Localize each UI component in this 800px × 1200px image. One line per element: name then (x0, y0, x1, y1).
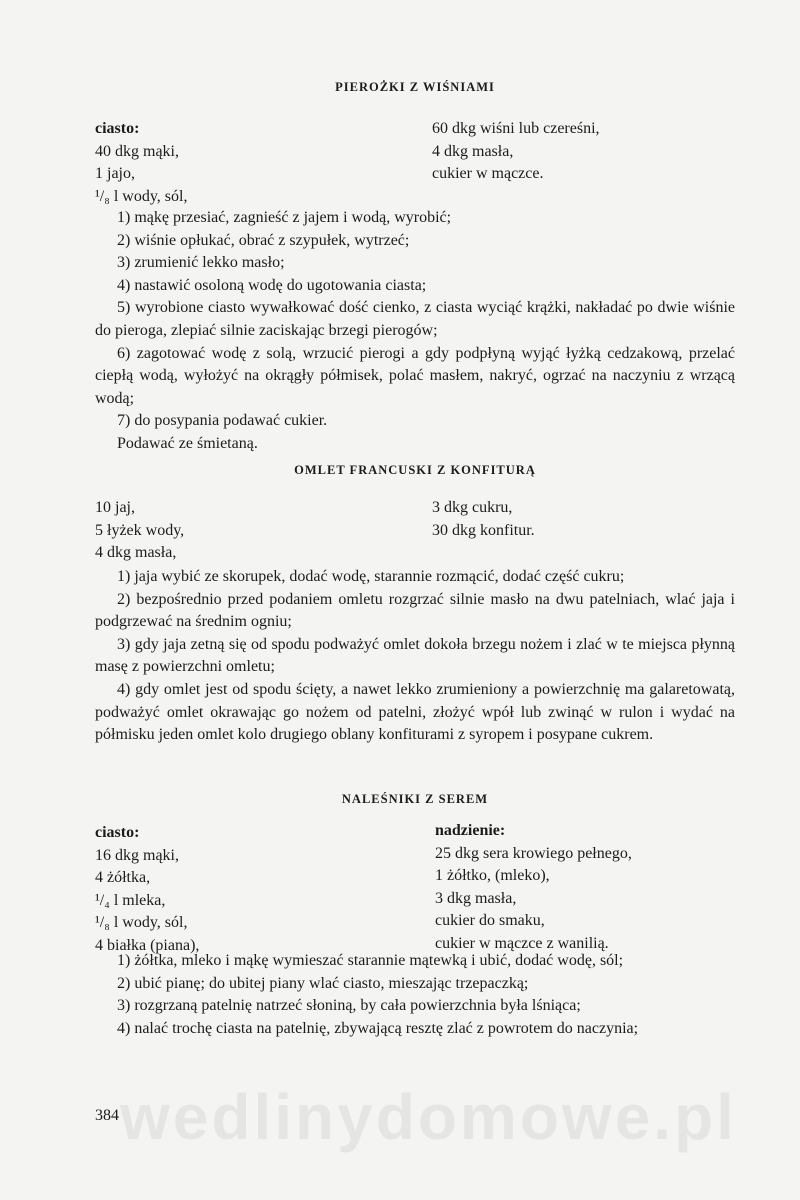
step: 4) nastawić osoloną wodę do ugotowania ciasta; (117, 276, 427, 294)
ingredient: 4 dkg masła, (432, 142, 514, 160)
step: 1) żółtka, mleko i mąkę wymieszać starannie mątewką i ubić, dodać wodę, sól; (117, 952, 624, 969)
step: 3) gdy jaja zetną się od spodu podważyć omlet dokoła brzegu nożem i zlać w te miejsca płynną masę z powierzchni omletu; (95, 635, 735, 676)
ingredient: 1 jajo, (95, 165, 135, 182)
step: 4) gdy omlet jest od spodu ścięty, a nawet lekko zrumieniony a powierzchnię ma galaretowatą, podważyć omlet okrawając go nożem od patelni, złożyć wpół lub zwinąć w rulon i wydać na półmisku jeden omlet kolo drugiego oblany konfiturami z syropem i posypane cukrem. (95, 680, 735, 744)
ingredients-right (432, 497, 535, 542)
ingredient-heading: ciasto: (95, 824, 140, 841)
ingredients-left (95, 822, 199, 957)
recipe-steps (95, 566, 735, 747)
ingredient: ¹/₄ l mleka, (95, 891, 166, 909)
recipe-steps (95, 950, 735, 1040)
ingredient: cukier w mączce z wanilią. (435, 934, 609, 952)
ingredient: 16 dkg mąki, (95, 846, 179, 864)
step: 7) do posypania podawać cukier. (117, 412, 328, 430)
ingredient: 25 dkg sera krowiego pełnego, (435, 844, 632, 862)
step: 1) mąkę przesiać, zagnieść z jajem i wodą, wyrobić; (117, 209, 452, 226)
step: 5) wyrobione ciasto wywałkować dość cienko, z ciasta wyciąć krążki, nakładać po dwie wiśnie do pieroga, zlepiać silnie zaciskając brzegi pierogów; (95, 299, 735, 339)
ingredient: 4 żółtka, (95, 869, 151, 886)
step: 2) wiśnie opłukać, obrać z szypułek, wytrzeć; (117, 231, 410, 249)
ingredients-left (95, 497, 184, 565)
book-page (95, 0, 735, 1200)
page-number: 384 (95, 1107, 119, 1124)
step: Podawać ze śmietaną. (117, 434, 258, 452)
ingredient: 10 jaj, (95, 499, 135, 516)
ingredients-left (95, 118, 187, 208)
recipe-steps (95, 207, 735, 456)
ingredient: ¹/₈ l wody, sól, (95, 187, 188, 205)
ingredient: 4 białka (piana), (95, 936, 200, 954)
ingredient: 40 dkg mąki, (95, 142, 179, 160)
ingredient: 4 dkg masła, (95, 544, 177, 561)
ingredient-heading: ciasto: (95, 120, 140, 137)
ingredient: 30 dkg konfitur. (432, 521, 535, 539)
ingredient: 1 żółtko, (mleko), (435, 867, 550, 884)
step: 2) bezpośrednio przed podaniem omletu rozgrzać silnie masło na dwu patelniach, wlać jaja i podgrzewać na średnim ogniu; (95, 590, 735, 631)
recipe-title: OMLET FRANCUSKI Z KONFITURĄ (294, 463, 536, 477)
step: 4) nalać trochę ciasta na patelnię, zbywającą resztę zlać z powrotem do naczynia; (117, 1019, 639, 1037)
ingredient: 3 dkg masła, (435, 889, 517, 907)
watermark: wedlinydomowe.pl (120, 1081, 737, 1153)
ingredients-right (435, 820, 632, 955)
ingredient: cukier do smaku, (435, 912, 545, 929)
step: 1) jaja wybić ze skorupek, dodać wodę, starannie rozmącić, dodać część cukru; (117, 568, 625, 585)
step: 3) rozgrzaną patelnię natrzeć słoniną, by cała powierzchnia była lśniąca; (117, 997, 581, 1015)
ingredient: ¹/₈ l wody, sól, (95, 914, 188, 931)
step: 2) ubić pianę; do ubitej piany wlać ciasto, mieszając trzepaczką; (117, 974, 529, 992)
recipe-title: NALEŚNIKI Z SEREM (341, 792, 489, 806)
ingredient: 5 łyżek wody, (95, 521, 185, 539)
ingredient-heading: nadzienie: (435, 822, 506, 839)
ingredients-right (432, 118, 600, 186)
ingredient: cukier w mączce. (432, 165, 544, 182)
step: 6) zagotować wodę z solą, wrzucić pierogi a gdy podpłyną wyjąć łyżką cedzakową, przelać ciepłą wodą, wyłożyć na okrągły półmisek, polać masłem, nakryć, ogrzać na naczyniu z wrzącą wodą; (95, 344, 735, 407)
ingredient: 60 dkg wiśni lub czereśni, (432, 120, 600, 137)
recipe-title: PIEROŻKI Z WIŚNIAMI (335, 80, 495, 94)
step: 3) zrumienić lekko masło; (117, 254, 285, 272)
ingredient: 3 dkg cukru, (432, 499, 513, 516)
